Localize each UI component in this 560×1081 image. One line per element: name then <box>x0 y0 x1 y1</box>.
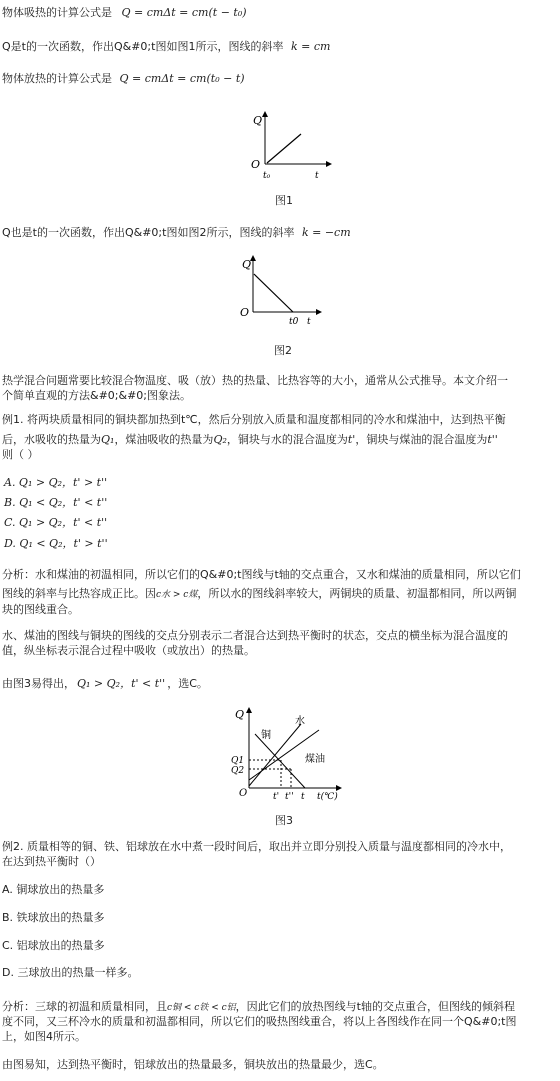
text: ，因此它们的放热图线与t轴的交点重合，但图线的倾斜程 <box>235 1000 515 1013</box>
formula: k = −cm <box>301 226 351 239</box>
option-c: C. Q₁ > Q₂，t' < t'' <box>4 516 108 529</box>
paragraph-2-line-2: 值，纵坐标表示混合过程中吸收（或放出）的热量。 <box>2 644 255 657</box>
q2: Q₂ <box>213 433 227 446</box>
origin-label: O <box>240 306 250 319</box>
example-2-line-1: 例2. 质量相等的铜、铁、铝球放在水中煮一段时间后，取出并立即分别投入质量与温度都相同的冷水中， <box>2 840 511 853</box>
oil-label: 煤油 <box>305 754 325 765</box>
heat-release-sentence <box>2 70 245 86</box>
t0-label: t0 <box>289 317 299 327</box>
tdoubleprime-label: t'' <box>285 792 294 802</box>
paragraph-2-line-1: 水、煤油的图线与铜块的图线的交点分别表示二者混合达到热平衡时的状态，交点的横坐标为混合温度的 <box>2 629 508 642</box>
figure-1 <box>245 108 335 180</box>
option-b: B. Q₁ < Q₂，t' < t'' <box>4 496 108 509</box>
q2-label: Q2 <box>231 766 245 776</box>
linear-function-sentence-2 <box>2 224 351 240</box>
text: ，铜块与水的混合温度为 <box>226 433 348 446</box>
q-label: Q <box>253 114 263 127</box>
analysis-2-line-3: 上，如图4所示。 <box>2 1030 86 1043</box>
formula: c水 > c煤 <box>156 590 198 600</box>
t-label: t <box>315 171 319 180</box>
t-label: t <box>301 792 305 802</box>
example-1-line-1: 例1. 将两块质量相同的铜块都加热到t℃，然后分别放入质量和温度都相同的冷水和煤油中，达到热平衡 <box>2 413 506 426</box>
analysis-1-line-1: 分析：水和煤油的初温相同，所以它们的Q&#0;t图线与t轴的交点重合，又水和煤油的质量相同，所以它们 <box>2 568 521 581</box>
text: ，煤油吸收的热量为 <box>114 433 214 446</box>
origin-label: O <box>251 158 261 171</box>
option-c: C. 铝球放出的热量多 <box>2 939 105 952</box>
copper-line <box>255 734 305 788</box>
copper-label: 铜 <box>261 730 271 741</box>
text: 物体吸热的计算公式是 <box>2 6 112 19</box>
analysis-1-line-2 <box>2 585 516 601</box>
text: ，铜块与煤油的混合温度为 <box>355 433 488 446</box>
q1-label: Q1 <box>231 756 245 766</box>
linear-function-sentence-1 <box>2 38 330 54</box>
absorb-line <box>267 134 301 163</box>
text: 分析：三球的初温和质量相同，且 <box>2 1000 167 1013</box>
text: Q也是t的一次函数，作出Q&#0;t图如图2所示，图线的斜率 <box>2 226 295 239</box>
water-label: 水 <box>295 716 305 727</box>
figure-3-caption: 图3 <box>275 814 293 827</box>
heat-absorb-sentence <box>2 4 247 20</box>
intro-line-2: 个简单直观的方法&#0;&#0;图象法。 <box>2 389 191 402</box>
option-a: A. 铜球放出的热量多 <box>2 883 105 896</box>
release-line <box>254 274 293 312</box>
t-double-prime: t'' <box>487 433 498 446</box>
option-d: D. 三球放出的热量一样多。 <box>2 966 139 979</box>
intro-line-1: 热学混合问题常要比较混合物温度、吸（放）热的热量、比热容等的大小，通常从公式推导。本文介绍一 <box>2 374 508 387</box>
example-1-line-2 <box>2 431 498 447</box>
figure-3 <box>225 704 345 804</box>
example-2-line-2: 在达到热平衡时（） <box>2 855 101 868</box>
text: 由图3易得出， <box>2 677 75 690</box>
t-prime: t' <box>347 433 356 446</box>
text: Q是t的一次函数，作出Q&#0;t图如图1所示，图线的斜率 <box>2 40 284 53</box>
result-1 <box>2 675 208 691</box>
formula: Q = cmΔt = cm(t₀ − t) <box>119 72 245 85</box>
formula: Q₁ > Q₂，t' < t'' <box>77 677 166 690</box>
text: ，所以水的图线斜率较大，两铜块的质量、初温都相同，所以两铜 <box>197 587 517 600</box>
formula: k = cm <box>290 40 331 53</box>
conclusion: 由图易知，达到热平衡时，铝球放出的热量最多，铜块放出的热量最少，选C。 <box>2 1058 384 1071</box>
text: ，选C。 <box>167 677 208 690</box>
option-d: D. Q₁ < Q₂，t' > t'' <box>4 537 108 550</box>
option-a: A. Q₁ > Q₂，t' > t'' <box>4 476 108 489</box>
q-label: Q <box>235 708 245 721</box>
analysis-2-line-2: 度不同，又三杯冷水的质量和初温都相同，所以它们的吸热图线重合，将以上各图线作在同一个Q&#0;t图 <box>2 1015 517 1028</box>
text: 物体放热的计算公式是 <box>2 72 112 85</box>
figure-2-caption: 图2 <box>274 344 292 357</box>
example-1-line-3: 则（ ） <box>2 448 39 461</box>
text: 图线的斜率与比热容成正比。因 <box>2 587 156 600</box>
t-label: t <box>307 317 311 327</box>
figure-2 <box>237 252 327 328</box>
formula: c铜 < c铁 < c铝 <box>167 1003 236 1013</box>
analysis-2-line-1 <box>2 998 515 1014</box>
t-axis-label: t(℃) <box>317 792 338 802</box>
option-b: B. 铁球放出的热量多 <box>2 911 105 924</box>
formula: Q = cmΔt = cm(t − t₀) <box>121 6 247 19</box>
figure-1-caption: 图1 <box>275 194 293 207</box>
q1: Q₁ <box>101 433 115 446</box>
t0-label: t₀ <box>263 171 271 180</box>
origin-label: O <box>239 788 248 799</box>
analysis-1-line-3: 块的图线重合。 <box>2 603 79 616</box>
q-label: Q <box>242 258 252 271</box>
tprime-label: t' <box>273 792 280 802</box>
text: 后，水吸收的热量为 <box>2 433 101 446</box>
